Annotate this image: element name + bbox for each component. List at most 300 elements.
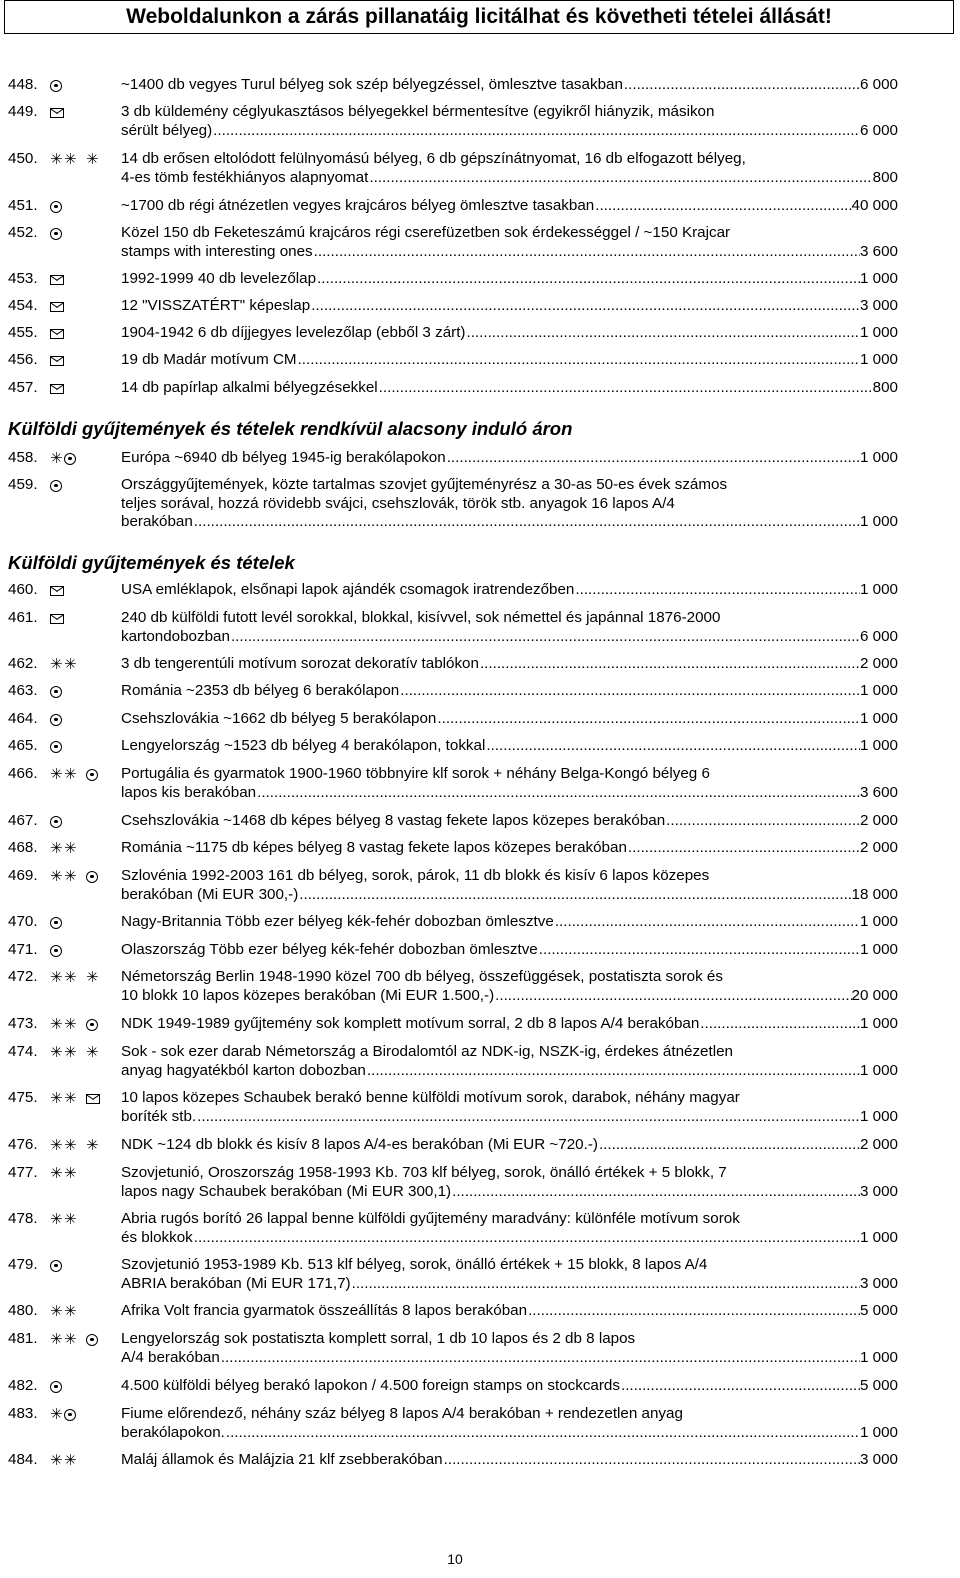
stamp-icon	[86, 871, 98, 883]
lot-text: 14 db papírlap alkalmi bélyegzésekkel	[121, 379, 378, 396]
lot-number: 450.	[8, 150, 38, 167]
star-icon: ✳	[50, 1451, 63, 1469]
star-icon: ✳	[64, 1451, 77, 1469]
lot-condition-icons	[50, 968, 99, 986]
page-number: 10	[447, 1551, 463, 1567]
lot-number: 462.	[8, 655, 38, 672]
lot-description-line	[121, 1210, 898, 1229]
lot-text: Portugália és gyarmatok 1900-1960 többnyire klf sorok + néhány Belga-Kongó bélyeg 6	[121, 765, 710, 782]
star-icon: ✳	[50, 1164, 63, 1182]
dot-leader	[194, 513, 860, 532]
star-icon: ✳	[50, 1043, 63, 1061]
envelope-icon	[50, 108, 64, 118]
star-icon: ✳	[50, 867, 63, 885]
lot-description	[121, 270, 898, 289]
lot-number: 455.	[8, 324, 38, 341]
lot-description-line	[121, 495, 898, 514]
stamp-icon	[50, 917, 62, 929]
lot-description	[121, 476, 898, 532]
lot-number: 469.	[8, 867, 38, 884]
lot-text: ~1700 db régi átnézetlen vegyes krajcáros bélyeg ömlesztve tasakban	[121, 197, 595, 214]
lot-price: 2 000	[859, 1136, 898, 1153]
lot-number: 470.	[8, 913, 38, 930]
lot-number: 458.	[8, 449, 38, 466]
lot-text: Nagy-Britannia Több ezer bélyeg kék-fehér dobozban ömlesztve	[121, 913, 554, 930]
lot-description-line	[121, 1089, 898, 1108]
dot-leader	[624, 76, 860, 95]
lot-text: A/4 berakóban	[121, 1348, 220, 1366]
lot-price: 40 000	[851, 197, 898, 214]
lot-text: anyag hagyatékból karton dobozban	[121, 1061, 366, 1079]
lot-text: Közel 150 db Feketeszámú krajcáros régi cserefüzetben sok érdekességgel / ~150 Krajcar	[121, 224, 731, 241]
lot-text: NDK 1949-1989 gyűjtemény sok komplett motívum sorral, 2 db 8 lapos A/4 berakóban	[121, 1015, 700, 1032]
lot-description	[121, 812, 898, 831]
envelope-icon	[50, 586, 64, 596]
lot-description	[121, 449, 898, 468]
lot-description-line	[121, 103, 898, 122]
stamp-icon	[50, 80, 62, 92]
lot-text: lapos nagy Schaubek berakóban (Mi EUR 300,1)	[121, 1182, 452, 1200]
lot-description-line	[121, 1229, 898, 1248]
lot-text: 4.500 külföldi bélyeg berakó lapokon / 4.500 foreign stamps on stockcards	[121, 1377, 620, 1394]
lot-text: Sok - sok ezer darab Németország a Birodalomtól az NDK-ig, NSZK-ig, érdekes átnézetlen	[121, 1043, 733, 1060]
lot-number: 482.	[8, 1377, 38, 1394]
lot-description	[121, 710, 898, 729]
lot-condition-icons	[50, 1164, 77, 1182]
lot-description-line	[121, 150, 898, 169]
lot-description-line	[121, 987, 898, 1006]
lot-number: 453.	[8, 270, 38, 287]
dot-leader	[599, 1136, 860, 1155]
lot-description-line	[121, 628, 898, 647]
lot-condition-icons	[50, 1136, 99, 1154]
lot-description-line	[121, 968, 898, 987]
lot-description	[121, 867, 898, 904]
lot-condition-icons	[50, 106, 64, 119]
lot-description-line	[121, 765, 898, 784]
lot-price: 18 000	[851, 885, 898, 903]
lot-description	[121, 351, 898, 370]
lot-description-line	[121, 122, 898, 141]
stamp-icon	[50, 228, 62, 240]
lot-number: 479.	[8, 1256, 38, 1273]
lot-description	[121, 737, 898, 756]
star-icon: ✳	[50, 968, 63, 986]
lot-condition-icons	[50, 1015, 98, 1033]
lot-description-line	[121, 655, 898, 674]
stamp-icon	[50, 1260, 62, 1272]
lot-description	[121, 839, 898, 858]
lot-price: 1 000	[859, 1423, 898, 1441]
lot-description	[121, 1136, 898, 1155]
lot-description-line	[121, 710, 898, 729]
lot-condition-icons	[50, 1210, 77, 1228]
lot-text: Abria rugós borító 26 lappal benne külföldi gyűjtemény maradvány: különféle motívum sorok	[121, 1210, 740, 1227]
lot-condition-icons	[50, 944, 62, 957]
lot-description-line	[121, 476, 898, 495]
lot-condition-icons	[50, 354, 64, 367]
lot-price: 3 000	[859, 1274, 898, 1292]
lot-condition-icons	[50, 1330, 98, 1348]
lot-description-line	[121, 682, 898, 701]
lot-text: Olaszország Több ezer bélyeg kék-fehér dobozban ömlesztve	[121, 941, 538, 958]
lot-description	[121, 1405, 898, 1442]
star-icon: ✳	[50, 150, 63, 168]
lot-text: Lengyelország ~1523 db bélyeg 4 berakólapon, tokkal	[121, 737, 486, 754]
stamp-icon	[64, 1409, 76, 1421]
lot-description-line	[121, 609, 898, 628]
lot-description-line	[121, 812, 898, 831]
lot-condition-icons	[50, 79, 62, 92]
lot-description-line	[121, 270, 898, 289]
dot-leader	[666, 812, 860, 831]
lot-description	[121, 968, 898, 1005]
lot-price: 5 000	[859, 1377, 898, 1394]
lot-description	[121, 150, 898, 187]
lot-description-line	[121, 449, 898, 468]
dot-leader	[621, 1377, 860, 1396]
dot-leader	[437, 710, 860, 729]
star-icon: ✳	[50, 1302, 63, 1320]
lot-description	[121, 682, 898, 701]
lot-number: 461.	[8, 609, 38, 626]
lot-condition-icons	[50, 1451, 77, 1469]
lot-price: 1 000	[859, 737, 898, 754]
dot-leader	[480, 655, 860, 674]
dot-leader	[628, 839, 860, 858]
lot-condition-icons	[50, 584, 64, 597]
lot-number: 483.	[8, 1405, 38, 1422]
lot-description	[121, 1451, 898, 1470]
lot-number: 464.	[8, 710, 38, 727]
lot-number: 476.	[8, 1136, 38, 1153]
lot-description-line	[121, 839, 898, 858]
lot-description-line	[121, 1275, 898, 1294]
lot-text: stamps with interesting ones	[121, 242, 313, 260]
lot-price: 800	[872, 168, 898, 186]
lot-price: 3 600	[859, 242, 898, 260]
lot-condition-icons	[50, 916, 62, 929]
lot-condition-icons	[50, 1043, 99, 1061]
lot-condition-icons	[50, 839, 77, 857]
lot-description-line	[121, 1451, 898, 1470]
lot-text: Németország Berlin 1948-1990 közel 700 db bélyeg, összefüggések, postatiszta sorok és	[121, 968, 723, 985]
star-icon: ✳	[64, 1136, 77, 1154]
lot-condition-icons	[50, 200, 62, 213]
lot-price: 1 000	[859, 682, 898, 699]
dot-leader	[314, 243, 860, 262]
lot-number: 473.	[8, 1015, 38, 1032]
lot-number: 474.	[8, 1043, 38, 1060]
dot-leader	[528, 1302, 860, 1321]
lot-description-line	[121, 886, 898, 905]
lot-text: Csehszlovákia ~1662 db bélyeg 5 berakólapon	[121, 710, 437, 727]
lot-number: 460.	[8, 581, 38, 598]
lot-description	[121, 379, 898, 398]
star-icon: ✳	[64, 839, 77, 857]
lot-price: 1 000	[859, 1107, 898, 1125]
lot-price: 1 000	[859, 913, 898, 930]
lot-price: 800	[872, 379, 898, 396]
lot-description-line	[121, 1043, 898, 1062]
star-icon: ✳	[64, 1164, 77, 1182]
lot-description-line	[121, 867, 898, 886]
lot-price: 2 000	[859, 655, 898, 672]
lot-condition-icons	[50, 1302, 77, 1320]
lot-description	[121, 1089, 898, 1126]
lot-condition-icons	[50, 867, 98, 885]
lot-number: 484.	[8, 1451, 38, 1468]
dot-leader	[555, 913, 860, 932]
lot-description	[121, 1256, 898, 1293]
lot-number: 477.	[8, 1164, 38, 1181]
star-icon: ✳	[64, 1330, 77, 1348]
envelope-icon	[50, 275, 64, 285]
lot-description-line	[121, 1349, 898, 1368]
lot-text: és blokkok	[121, 1228, 193, 1246]
lot-condition-icons	[50, 765, 98, 783]
lot-number: 454.	[8, 297, 38, 314]
lot-text: Lengyelország sok postatiszta komplett sorral, 1 db 10 lapos és 2 db 8 lapos	[121, 1330, 636, 1347]
lot-description-line	[121, 737, 898, 756]
lot-text: 19 db Madár motívum CM	[121, 351, 297, 368]
lot-number: 472.	[8, 968, 38, 985]
star-icon: ✳	[64, 1302, 77, 1320]
lot-condition-icons	[50, 685, 62, 698]
lot-price: 1 000	[859, 1061, 898, 1079]
lot-number: 467.	[8, 812, 38, 829]
lot-description-line	[121, 784, 898, 803]
stamp-icon	[86, 1334, 98, 1346]
lot-condition-icons	[50, 300, 64, 313]
lot-condition-icons	[50, 227, 62, 240]
lot-number: 456.	[8, 351, 38, 368]
lot-text: 240 db külföldi futott levél sorokkal, blokkal, kisívvel, sok némettel és japánnal 1876-2000	[121, 609, 721, 626]
lot-description-line	[121, 1377, 898, 1396]
lot-number: 451.	[8, 197, 38, 214]
lot-description-line	[121, 243, 898, 262]
lot-price: 1 000	[859, 351, 898, 368]
lot-text: Afrika Volt francia gyarmatok összeállítás 8 lapos berakóban	[121, 1302, 528, 1319]
lot-price: 1 000	[859, 449, 898, 466]
lot-text: Maláj államok és Malájzia 21 klf zsebberakóban	[121, 1451, 443, 1468]
star-icon: ✳	[50, 1210, 63, 1228]
lot-number: 471.	[8, 941, 38, 958]
star-icon: ✳	[50, 1089, 63, 1107]
star-icon: ✳	[64, 1015, 77, 1033]
lot-condition-icons	[50, 449, 76, 467]
lot-text: 3 db küldemény céglyukasztásos bélyegekkel bérmentesítve (egyikről hiányzik, másikon	[121, 103, 715, 120]
lot-price: 1 000	[859, 513, 898, 530]
lot-number: 452.	[8, 224, 38, 241]
lot-text: berakóban	[121, 513, 193, 530]
lot-description	[121, 1377, 898, 1396]
lot-description-line	[121, 224, 898, 243]
lot-description	[121, 913, 898, 932]
dot-leader	[257, 784, 860, 803]
lot-text: Románia ~1175 db képes bélyeg 8 vastag fekete lapos közepes berakóban	[121, 839, 627, 856]
lot-text: ~1400 db vegyes Turul bélyeg sok szép bélyegzéssel, ömlesztve tasakban	[121, 76, 623, 93]
lot-condition-icons	[50, 655, 77, 673]
lot-description	[121, 655, 898, 674]
lot-description-line	[121, 513, 898, 532]
lot-description	[121, 1302, 898, 1321]
lot-description	[121, 197, 898, 216]
dot-leader	[299, 886, 851, 905]
lot-price: 3 000	[859, 1182, 898, 1200]
star-icon: ✳	[64, 1210, 77, 1228]
star-icon: ✳	[64, 1089, 77, 1107]
lot-number: 480.	[8, 1302, 38, 1319]
lot-number: 481.	[8, 1330, 38, 1347]
lot-price: 1 000	[859, 270, 898, 287]
lot-text: 1904-1942 6 db díjjegyes levelezőlap (ebből 3 zárt)	[121, 324, 466, 341]
stamp-icon	[86, 769, 98, 781]
lot-price: 2 000	[859, 839, 898, 856]
lot-description	[121, 1015, 898, 1034]
star-icon: ✳	[50, 449, 63, 467]
stamp-icon	[50, 945, 62, 957]
lot-description-line	[121, 941, 898, 960]
star-icon: ✳	[64, 655, 77, 673]
lot-text: 1992-1999 40 db levelezőlap	[121, 270, 317, 287]
lot-condition-icons	[50, 713, 62, 726]
lot-text: berakólapokon.	[121, 1423, 225, 1441]
dot-leader	[352, 1275, 860, 1294]
lot-condition-icons	[50, 327, 64, 340]
star-icon: ✳	[86, 1136, 99, 1154]
star-icon: ✳	[86, 1043, 99, 1061]
lot-description	[121, 581, 898, 600]
envelope-icon	[50, 329, 64, 339]
lot-description-line	[121, 324, 898, 343]
lot-description-line	[121, 76, 898, 95]
lot-price: 20 000	[851, 986, 898, 1004]
stamp-icon	[64, 453, 76, 465]
dot-leader	[213, 122, 860, 141]
star-icon: ✳	[64, 150, 77, 168]
lot-number: 475.	[8, 1089, 38, 1106]
dot-leader	[367, 1062, 860, 1081]
star-icon: ✳	[64, 968, 77, 986]
stamp-icon	[50, 1381, 62, 1393]
lot-price: 1 000	[859, 324, 898, 341]
lot-number: 459.	[8, 476, 38, 493]
lot-description	[121, 224, 898, 261]
lot-description-line	[121, 297, 898, 316]
lot-text: 10 lapos közepes Schaubek berakó benne külföldi motívum sorok, darabok, néhány magyar	[121, 1089, 740, 1106]
lot-description-line	[121, 1183, 898, 1202]
section-title-foreign: Külföldi gyűjtemények és tételek	[8, 552, 295, 573]
lot-description-line	[121, 1062, 898, 1081]
lot-description-line	[121, 1164, 898, 1183]
lot-condition-icons	[50, 612, 64, 625]
dot-leader	[311, 297, 860, 316]
star-icon: ✳	[64, 867, 77, 885]
dot-leader	[575, 581, 860, 600]
lot-condition-icons	[50, 1259, 62, 1272]
lot-text: Országgyűjtemények, közte tartalmas szovjet gyűjteményrész a 30-as 50-es évek számos	[121, 476, 728, 493]
lot-description	[121, 324, 898, 343]
envelope-icon	[50, 614, 64, 624]
lot-text: Szovjetunió 1953-1989 Kb. 513 klf bélyeg, sorok, önálló értékek + 15 blokk, 8 lapos A/4	[121, 1256, 708, 1273]
star-icon: ✳	[86, 150, 99, 168]
dot-leader	[317, 270, 860, 289]
star-icon: ✳	[64, 765, 77, 783]
lot-description	[121, 1210, 898, 1247]
lot-price: 6 000	[859, 627, 898, 645]
lot-price: 3 000	[859, 297, 898, 314]
page-header	[4, 0, 954, 34]
stamp-icon	[50, 816, 62, 828]
stamp-icon	[50, 480, 62, 492]
lot-description-line	[121, 351, 898, 370]
lot-description-line	[121, 1108, 898, 1127]
star-icon: ✳	[50, 765, 63, 783]
lot-text: NDK ~124 db blokk és kisív 8 lapos A/4-es berakóban (Mi EUR ~720.-)	[121, 1136, 598, 1153]
dot-leader	[495, 987, 851, 1006]
lot-description	[121, 297, 898, 316]
lot-text: Szovjetunió, Oroszország 1958-1993 Kb. 703 klf bélyeg, sorok, önálló értékek + 5 blokk, 7	[121, 1164, 727, 1181]
lot-description-line	[121, 581, 898, 600]
lot-price: 2 000	[859, 812, 898, 829]
dot-leader	[595, 197, 851, 216]
lot-description-line	[121, 913, 898, 932]
lot-condition-icons	[50, 1089, 100, 1107]
lot-text: 3 db tengerentúli motívum sorozat dekoratív tablókon	[121, 655, 479, 672]
stamp-icon	[50, 201, 62, 213]
lot-price: 1 000	[859, 941, 898, 958]
dot-leader	[298, 351, 860, 370]
lot-description	[121, 1043, 898, 1080]
lot-description	[121, 1164, 898, 1201]
lot-number: 465.	[8, 737, 38, 754]
lot-description-line	[121, 1015, 898, 1034]
lot-description-line	[121, 1405, 898, 1424]
dot-leader	[369, 169, 872, 188]
lot-text: 14 db erősen eltolódott felülnyomású bélyeg, 6 db gépszínátnyomat, 16 db elfogazott bélyeg,	[121, 150, 746, 167]
lot-description-line	[121, 1330, 898, 1349]
lot-price: 1 000	[859, 581, 898, 598]
lot-price: 3 000	[859, 1451, 898, 1468]
lot-description	[121, 765, 898, 802]
lot-text: Románia ~2353 db bélyeg 6 berakólapon	[121, 682, 400, 699]
lot-condition-icons	[50, 1405, 76, 1423]
stamp-icon	[86, 1019, 98, 1031]
lot-text: sérült bélyeg)	[121, 121, 213, 139]
envelope-icon	[86, 1094, 100, 1104]
dot-leader	[231, 628, 860, 647]
dot-leader	[379, 379, 873, 398]
lot-description-line	[121, 197, 898, 216]
lot-number: 449.	[8, 103, 38, 120]
lot-price: 3 600	[859, 783, 898, 801]
lot-condition-icons	[50, 382, 64, 395]
lot-description-line	[121, 169, 898, 188]
lot-text: berakóban (Mi EUR 300,-)	[121, 885, 299, 903]
dot-leader	[466, 324, 860, 343]
dot-leader	[197, 1108, 860, 1127]
lot-number: 478.	[8, 1210, 38, 1227]
envelope-icon	[50, 356, 64, 366]
envelope-icon	[50, 302, 64, 312]
dot-leader	[539, 941, 860, 960]
star-icon: ✳	[50, 1015, 63, 1033]
lot-number: 466.	[8, 765, 38, 782]
dot-leader	[400, 682, 860, 701]
lot-price: 1 000	[859, 1015, 898, 1032]
dot-leader	[486, 737, 860, 756]
